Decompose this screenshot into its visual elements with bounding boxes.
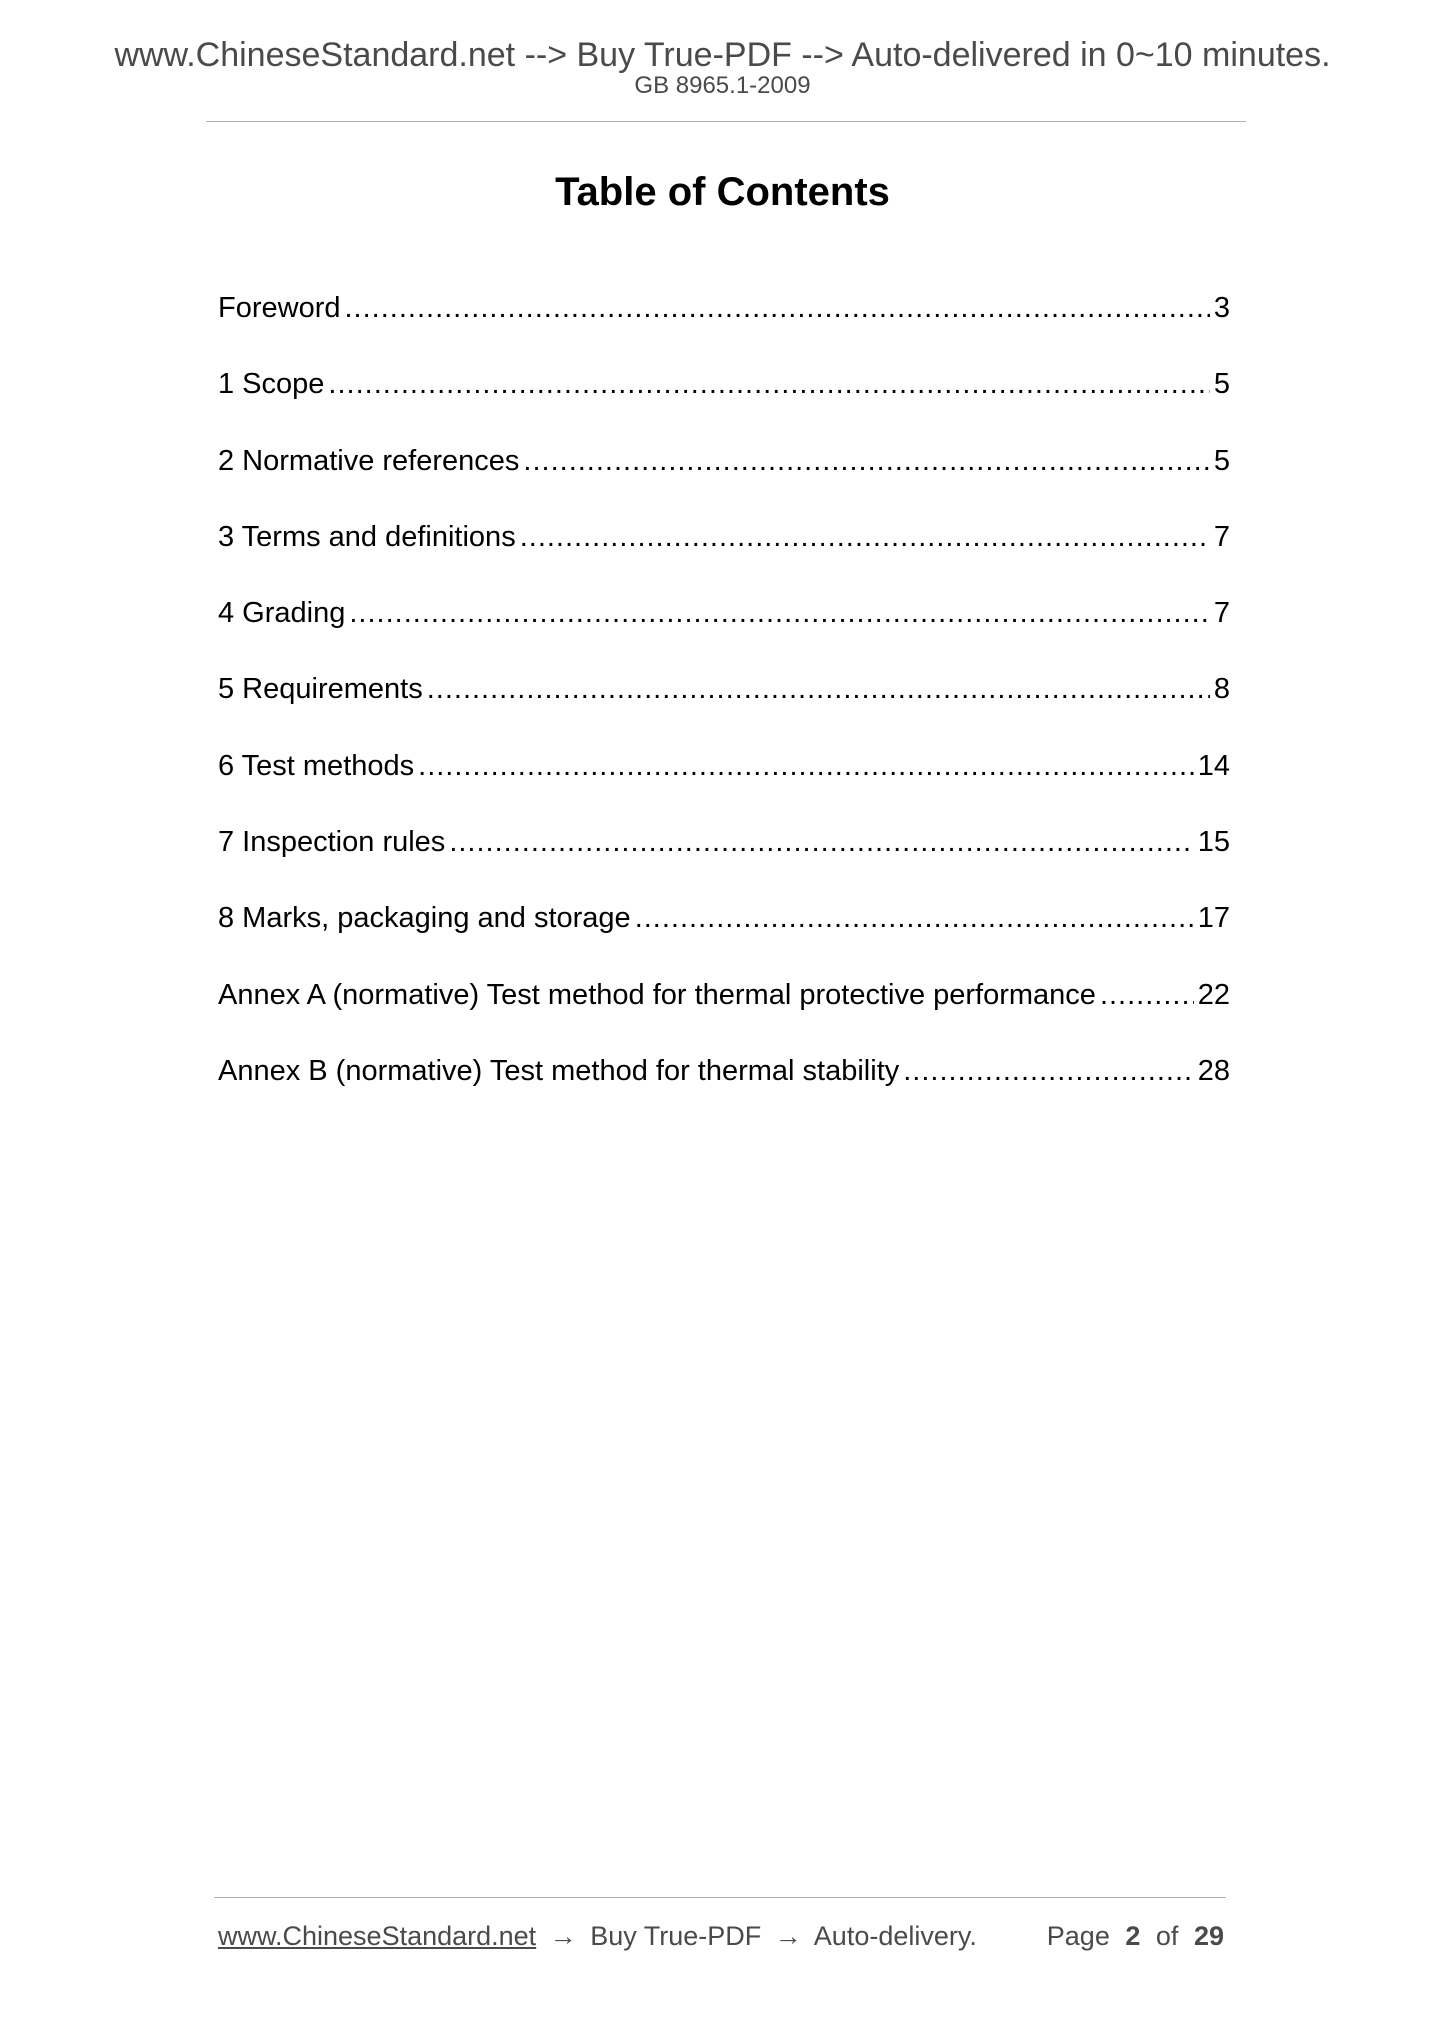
toc-entry-page: 7 — [1213, 597, 1230, 630]
toc-leader-dots — [345, 290, 1210, 326]
toc-leader-dots — [1100, 977, 1194, 1013]
of-word: of — [1155, 1921, 1179, 1951]
toc-entry-page: 8 — [1213, 673, 1230, 706]
toc-entry-label: Foreword — [218, 292, 341, 324]
toc-entry-label: 8 Marks, packaging and storage — [218, 902, 631, 935]
toc-entry[interactable] — [218, 900, 1230, 976]
toc-entry[interactable] — [218, 595, 1230, 671]
toc-entry[interactable] — [218, 748, 1230, 824]
toc-entry[interactable] — [218, 290, 1230, 366]
total-pages-number: 29 — [1193, 1921, 1224, 1951]
toc-entry-page: 5 — [1213, 444, 1230, 477]
toc-entry-label: Annex A (normative) Test method for thermal protective performance — [218, 978, 1096, 1011]
footer-buy-text: Buy True-PDF — [590, 1921, 762, 1951]
toc-leader-dots — [635, 900, 1194, 936]
toc-entry[interactable] — [218, 824, 1230, 900]
toc-entry-label: 4 Grading — [218, 597, 346, 630]
toc-entry-label: 5 Requirements — [218, 673, 423, 706]
page-indicator — [1047, 1918, 1224, 1954]
toc-entry[interactable] — [218, 671, 1230, 747]
header-divider — [206, 121, 1246, 122]
page-title: Table of Contents — [555, 170, 890, 214]
toc-entry-page: 14 — [1197, 749, 1230, 782]
toc-leader-dots — [523, 443, 1209, 479]
current-page-number: 2 — [1125, 1921, 1141, 1951]
page-footer — [218, 1918, 1224, 1954]
toc-entry[interactable] — [218, 1053, 1230, 1129]
toc-leader-dots — [427, 671, 1210, 707]
page-word: Page — [1046, 1921, 1110, 1951]
toc-entry[interactable] — [218, 519, 1230, 595]
toc-leader-dots — [418, 748, 1194, 784]
toc-leader-dots — [449, 824, 1193, 860]
toc-list — [218, 290, 1230, 1129]
toc-leader-dots — [328, 366, 1209, 402]
toc-leader-dots — [520, 519, 1210, 555]
toc-entry-page: 22 — [1197, 978, 1230, 1011]
right-arrow-icon: → — [549, 1921, 577, 1951]
toc-entry[interactable] — [218, 443, 1230, 519]
toc-leader-dots — [903, 1053, 1193, 1089]
footer-site-link[interactable]: www.ChineseStandard.net — [218, 1921, 537, 1951]
footer-promo — [218, 1918, 977, 1954]
toc-leader-dots — [349, 595, 1210, 631]
toc-entry-label: 3 Terms and definitions — [218, 520, 516, 553]
top-banner: www.ChineseStandard.net --> Buy True-PDF --> Auto-delivered in 0~10 minutes. — [114, 36, 1331, 74]
toc-entry-label: Annex B (normative) Test method for thermal stability — [218, 1054, 900, 1087]
right-arrow-icon: → — [774, 1921, 802, 1951]
toc-entry-page: 7 — [1213, 520, 1230, 553]
toc-entry-page: 17 — [1197, 902, 1230, 935]
toc-entry-label: 7 Inspection rules — [218, 826, 446, 859]
toc-entry-label: 1 Scope — [218, 368, 325, 401]
toc-entry[interactable] — [218, 977, 1230, 1053]
toc-entry-page: 28 — [1197, 1054, 1230, 1087]
toc-entry-page: 5 — [1213, 368, 1230, 401]
toc-entry[interactable] — [218, 366, 1230, 442]
footer-delivery-text: Auto-delivery. — [813, 1921, 977, 1951]
footer-divider — [214, 1897, 1226, 1898]
toc-entry-page: 15 — [1197, 826, 1230, 859]
document-code: GB 8965.1-2009 — [634, 72, 811, 99]
toc-entry-label: 6 Test methods — [218, 749, 415, 782]
toc-entry-page: 3 — [1213, 292, 1230, 324]
toc-entry-label: 2 Normative references — [218, 444, 520, 477]
